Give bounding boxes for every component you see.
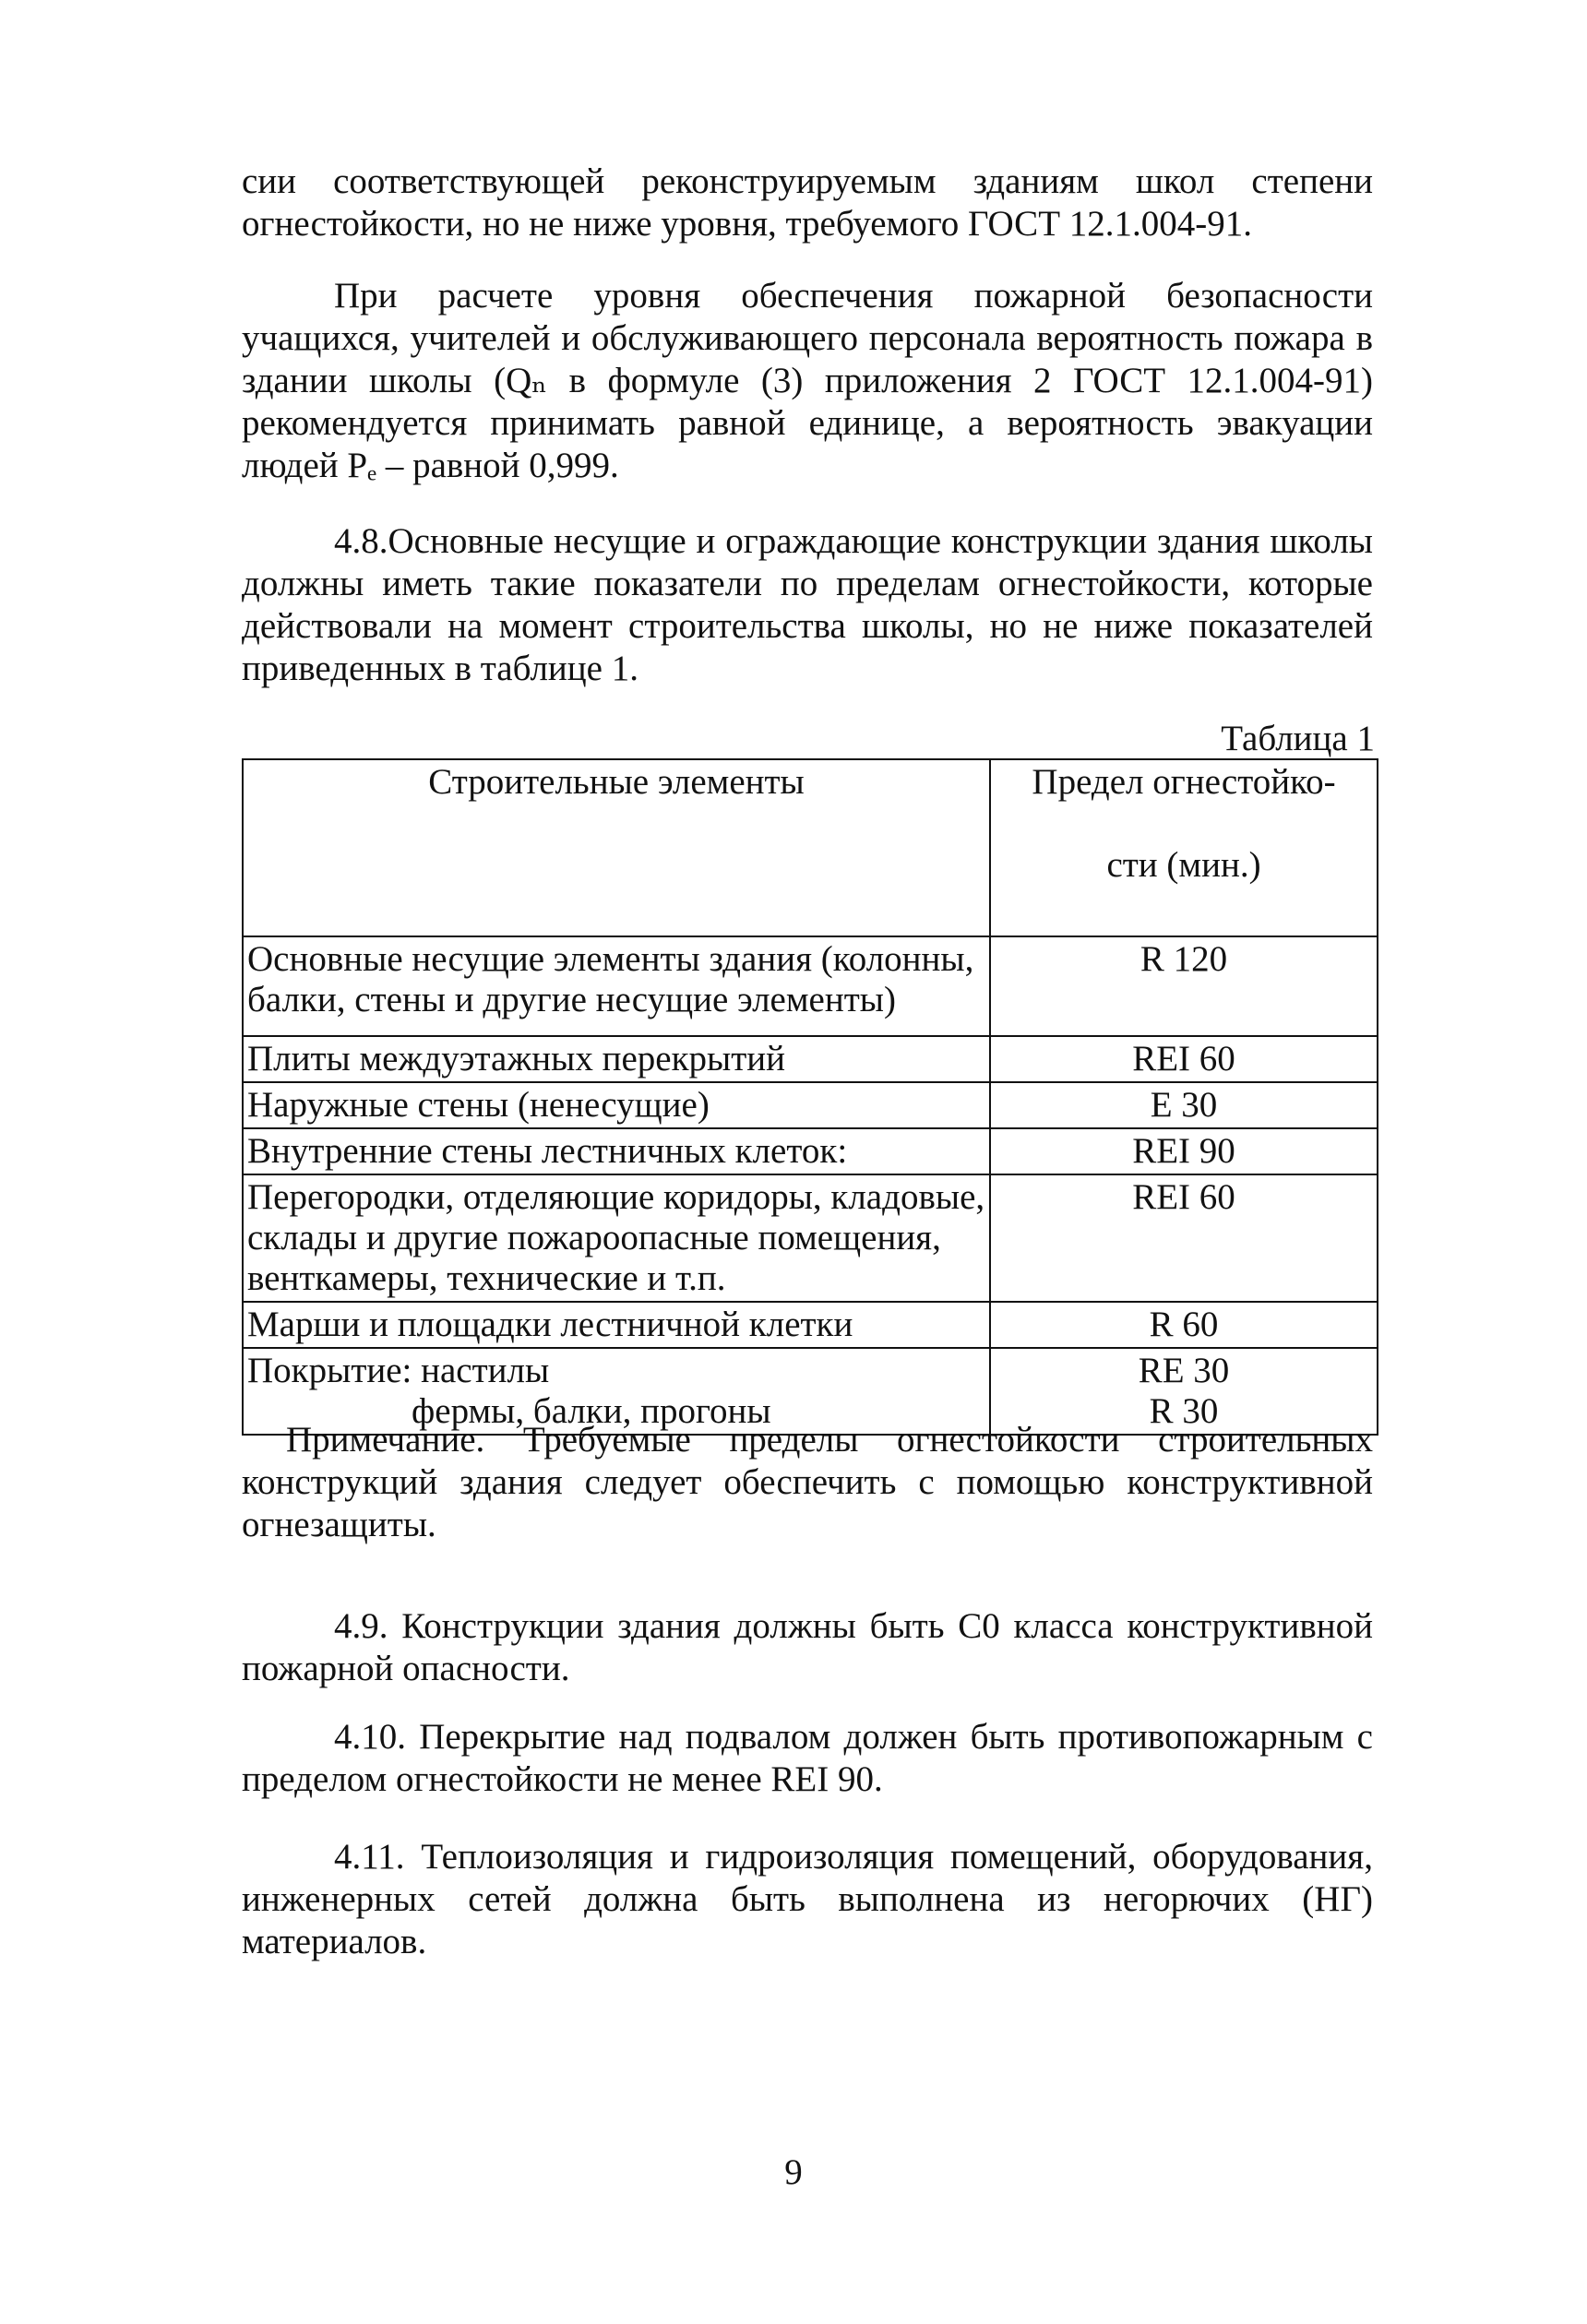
table-row [243, 1036, 1378, 1082]
cell-element: Наружные стены (ненесущие) [243, 1082, 990, 1128]
paragraph-continuation: сии соответствующей реконструируемым зданиям школ степени огнестойкости, но не ниже уровня, требуемого ГОСТ 12.1.004-91. [242, 161, 1373, 244]
section-4-9: 4.9. Конструкции здания должны быть С0 класса конструктивной пожарной опасности. [242, 1606, 1373, 1688]
table-caption: Таблица 1 [1221, 719, 1375, 758]
header-limit-line-2: сти (мин.) [1106, 845, 1261, 885]
header-building-elements: Строительные элементы [243, 759, 990, 936]
cell-element: Внутренние стены лестничных клеток: [243, 1128, 990, 1174]
cell-element: Основные несущие элементы здания (колонны, балки, стены и другие несущие элементы) [243, 936, 990, 1036]
cell-value: E 30 [990, 1082, 1378, 1128]
table-row [243, 936, 1378, 1036]
roof-value-2: R 30 [1149, 1391, 1219, 1431]
paragraph-probability: При расчете уровня обеспечения пожарной безопасности учащихся, учителей и обслуживающего персонала вероятность пожара в здании школы (Qₙ в формуле (3) приложения 2 ГОСТ 12.1.004-91) рекомендуется принимать равной единице, а вероятность эвакуации людей Pₑ – равной 0,999. [242, 276, 1373, 485]
header-fire-resistance-limit [990, 759, 1378, 936]
table-header-row [243, 759, 1378, 936]
table-row [243, 1128, 1378, 1174]
table-note: Примечание. Требуемые пределы огнестойкости строительных конструкций здания следует обеспечить с помощью конструктивной огнезащиты. [242, 1420, 1373, 1544]
roof-line-2: фермы, балки, прогоны [412, 1391, 771, 1431]
cell-element: Плиты междуэтажных перекрытий [243, 1036, 990, 1082]
cell-value: REI 60 [990, 1036, 1378, 1082]
fire-resistance-table [242, 758, 1378, 1436]
section-4-10: 4.10. Перекрытие над подвалом должен быть противопожарным с пределом огнестойкости не менее REI 90. [242, 1717, 1373, 1799]
cell-value: R 120 [990, 936, 1378, 1036]
table-row [243, 1174, 1378, 1302]
cell-element: Перегородки, отделяющие коридоры, кладовые, склады и другие пожароопасные помещения, венткамеры, технические и т.п. [243, 1174, 990, 1302]
cell-value: REI 60 [990, 1174, 1378, 1302]
cell-value: R 60 [990, 1302, 1378, 1348]
section-4-11: 4.11. Теплоизоляция и гидроизоляция помещений, оборудования, инженерных сетей должна быть выполнена из негорючих (НГ) материалов. [242, 1837, 1373, 1961]
cell-value: REI 90 [990, 1128, 1378, 1174]
roof-line-1: Покрытие: настилы [247, 1351, 550, 1390]
roof-value-1: RE 30 [1138, 1351, 1230, 1390]
paragraph-4-8: 4.8.Основные несущие и ограждающие конструкции здания школы должны иметь такие показатели по пределам огнестойкости, которые действовали на момент строительства школы, но не ниже показателей приведенных в таблице 1. [242, 521, 1373, 688]
header-limit-line-1: Предел огнестойко- [1032, 762, 1336, 802]
table-row [243, 1302, 1378, 1348]
page-number: 9 [784, 2152, 803, 2192]
table-row [243, 1082, 1378, 1128]
cell-element: Марши и площадки лестничной клетки [243, 1302, 990, 1348]
